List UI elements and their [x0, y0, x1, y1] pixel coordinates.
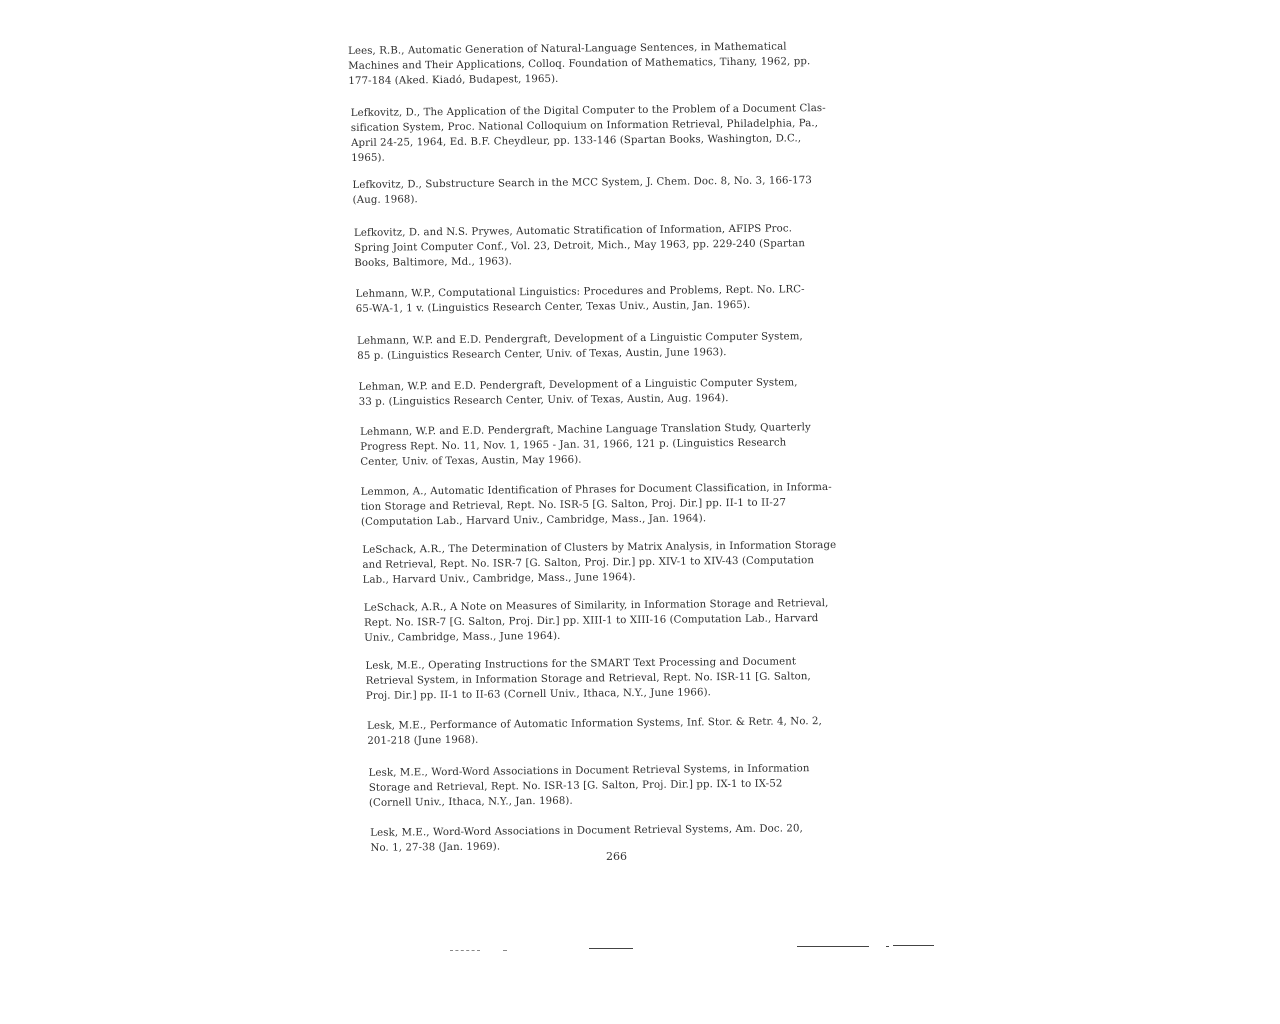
reference-entry: Lesk, M.E., Word-Word Associations in Document Retrieval Systems, in Information Storage and Retrieval, Rept. No. ISR-13 [G. Salton, Proj. Dir.] pp. IX-1 to IX-52 (Cornell Univ., Ithaca, N.Y., Jan. 1968). [368, 763, 810, 809]
reference-entry: Lemmon, A., Automatic Identification of Phrases for Document Classification, in Informa- tion Storage and Retrieval, Rept. No. ISR-5 [G. Salton, Proj. Dir.] pp. II-1 to II-27 (Computation Lab., Harvard Univ., Cambridge, Mass., Jan. 1964). [360, 481, 832, 528]
reference-entry: Lesk, M.E., Performance of Automatic Information Systems, Inf. Stor. & Retr. 4, No. 2, 201-218 (June 1968). [367, 716, 823, 747]
reference-entry: Lehmann, W.P., Computational Linguistics: Procedures and Problems, Rept. No. LRC- 65-WA-1, 1 v. (Linguistics Research Center, Texas Univ., Austin, Jan. 1965). [355, 284, 805, 315]
reference-entry: Lefkovitz, D., The Application of the Digital Computer to the Problem of a Document Clas- sification System, Proc. National Colloquium on Information Retrieval, Philadelphia, Pa., April 24-25, 1964, Ed. B.F. Cheydleur, pp. 133-146 (Spartan Books, Washington, D.C., 1965). [350, 103, 826, 164]
scan-artifact-line [797, 946, 869, 947]
page-number: 266 [606, 850, 627, 863]
reference-entry: Lehmann, W.P. and E.D. Pendergraft, Machine Language Translation Study, Quarterly Progress Rept. No. 11, Nov. 1, 1965 - Jan. 31, 1966, 121 p. (Linguistics Research Center, Univ. of Texas, Austin, May 1966). [360, 422, 811, 468]
scan-artifact-line [503, 950, 507, 951]
scan-artifact-line [589, 948, 633, 949]
reference-entry: Lesk, M.E., Word-Word Associations in Document Retrieval Systems, Am. Doc. 20, No. 1, 27-38 (Jan. 1969). [370, 823, 803, 854]
reference-entry: LeSchack, A.R., A Note on Measures of Similarity, in Information Storage and Retrieval, Rept. No. ISR-7 [G. Salton, Proj. Dir.] pp. XIII-1 to XIII-16 (Computation Lab., Harvard Univ., Cambridge, Mass., June 1964). [363, 597, 829, 644]
reference-list [348, 38, 878, 854]
reference-entry: Lefkovitz, D. and N.S. Prywes, Automatic Stratification of Information, AFIPS Proc. Spring Joint Computer Conf., Vol. 23, Detroit, Mich., May 1963, pp. 229-240 (Spartan Books, Baltimore, Md., 1963). [353, 223, 806, 269]
scan-artifact-line [886, 946, 889, 947]
reference-entry: LeSchack, A.R., The Determination of Clusters by Matrix Analysis, in Information Storage and Retrieval, Rept. No. ISR-7 [G. Salton, Proj. Dir.] pp. XIV-1 to XIV-43 (Computation Lab., Harvard Univ., Cambridge, Mass., June 1964). [362, 539, 837, 586]
scan-artifact-line [450, 950, 480, 951]
reference-entry: Lehmann, W.P. and E.D. Pendergraft, Development of a Linguistic Computer System, 85 p. (Linguistics Research Center, Univ. of Texas, Austin, June 1963). [357, 331, 803, 362]
scan-artifact-line [893, 945, 934, 946]
reference-entry: Lehman, W.P. and E.D. Pendergraft, Development of a Linguistic Computer System, 33 p. (Linguistics Research Center, Univ. of Texas, Austin, Aug. 1964). [358, 377, 798, 408]
reference-entry: Lees, R.B., Automatic Generation of Natural-Language Sentences, in Mathematical Machines and Their Applications, Colloq. Foundation of Mathematics, Tihany, 1962, pp. 177-184 (Aked. Kiadó, Budapest, 1965). [348, 41, 811, 87]
reference-entry: Lesk, M.E., Operating Instructions for the SMART Text Processing and Document Retrieval System, in Information Storage and Retrieval, Rept. No. ISR-11 [G. Salton, Proj. Dir.] pp. II-1 to II-63 (Cornell Univ., Ithaca, N.Y., June 1966). [365, 656, 811, 702]
reference-entry: Lefkovitz, D., Substructure Search in the MCC System, J. Chem. Doc. 8, No. 3, 166-173 (Aug. 1968). [352, 175, 812, 206]
